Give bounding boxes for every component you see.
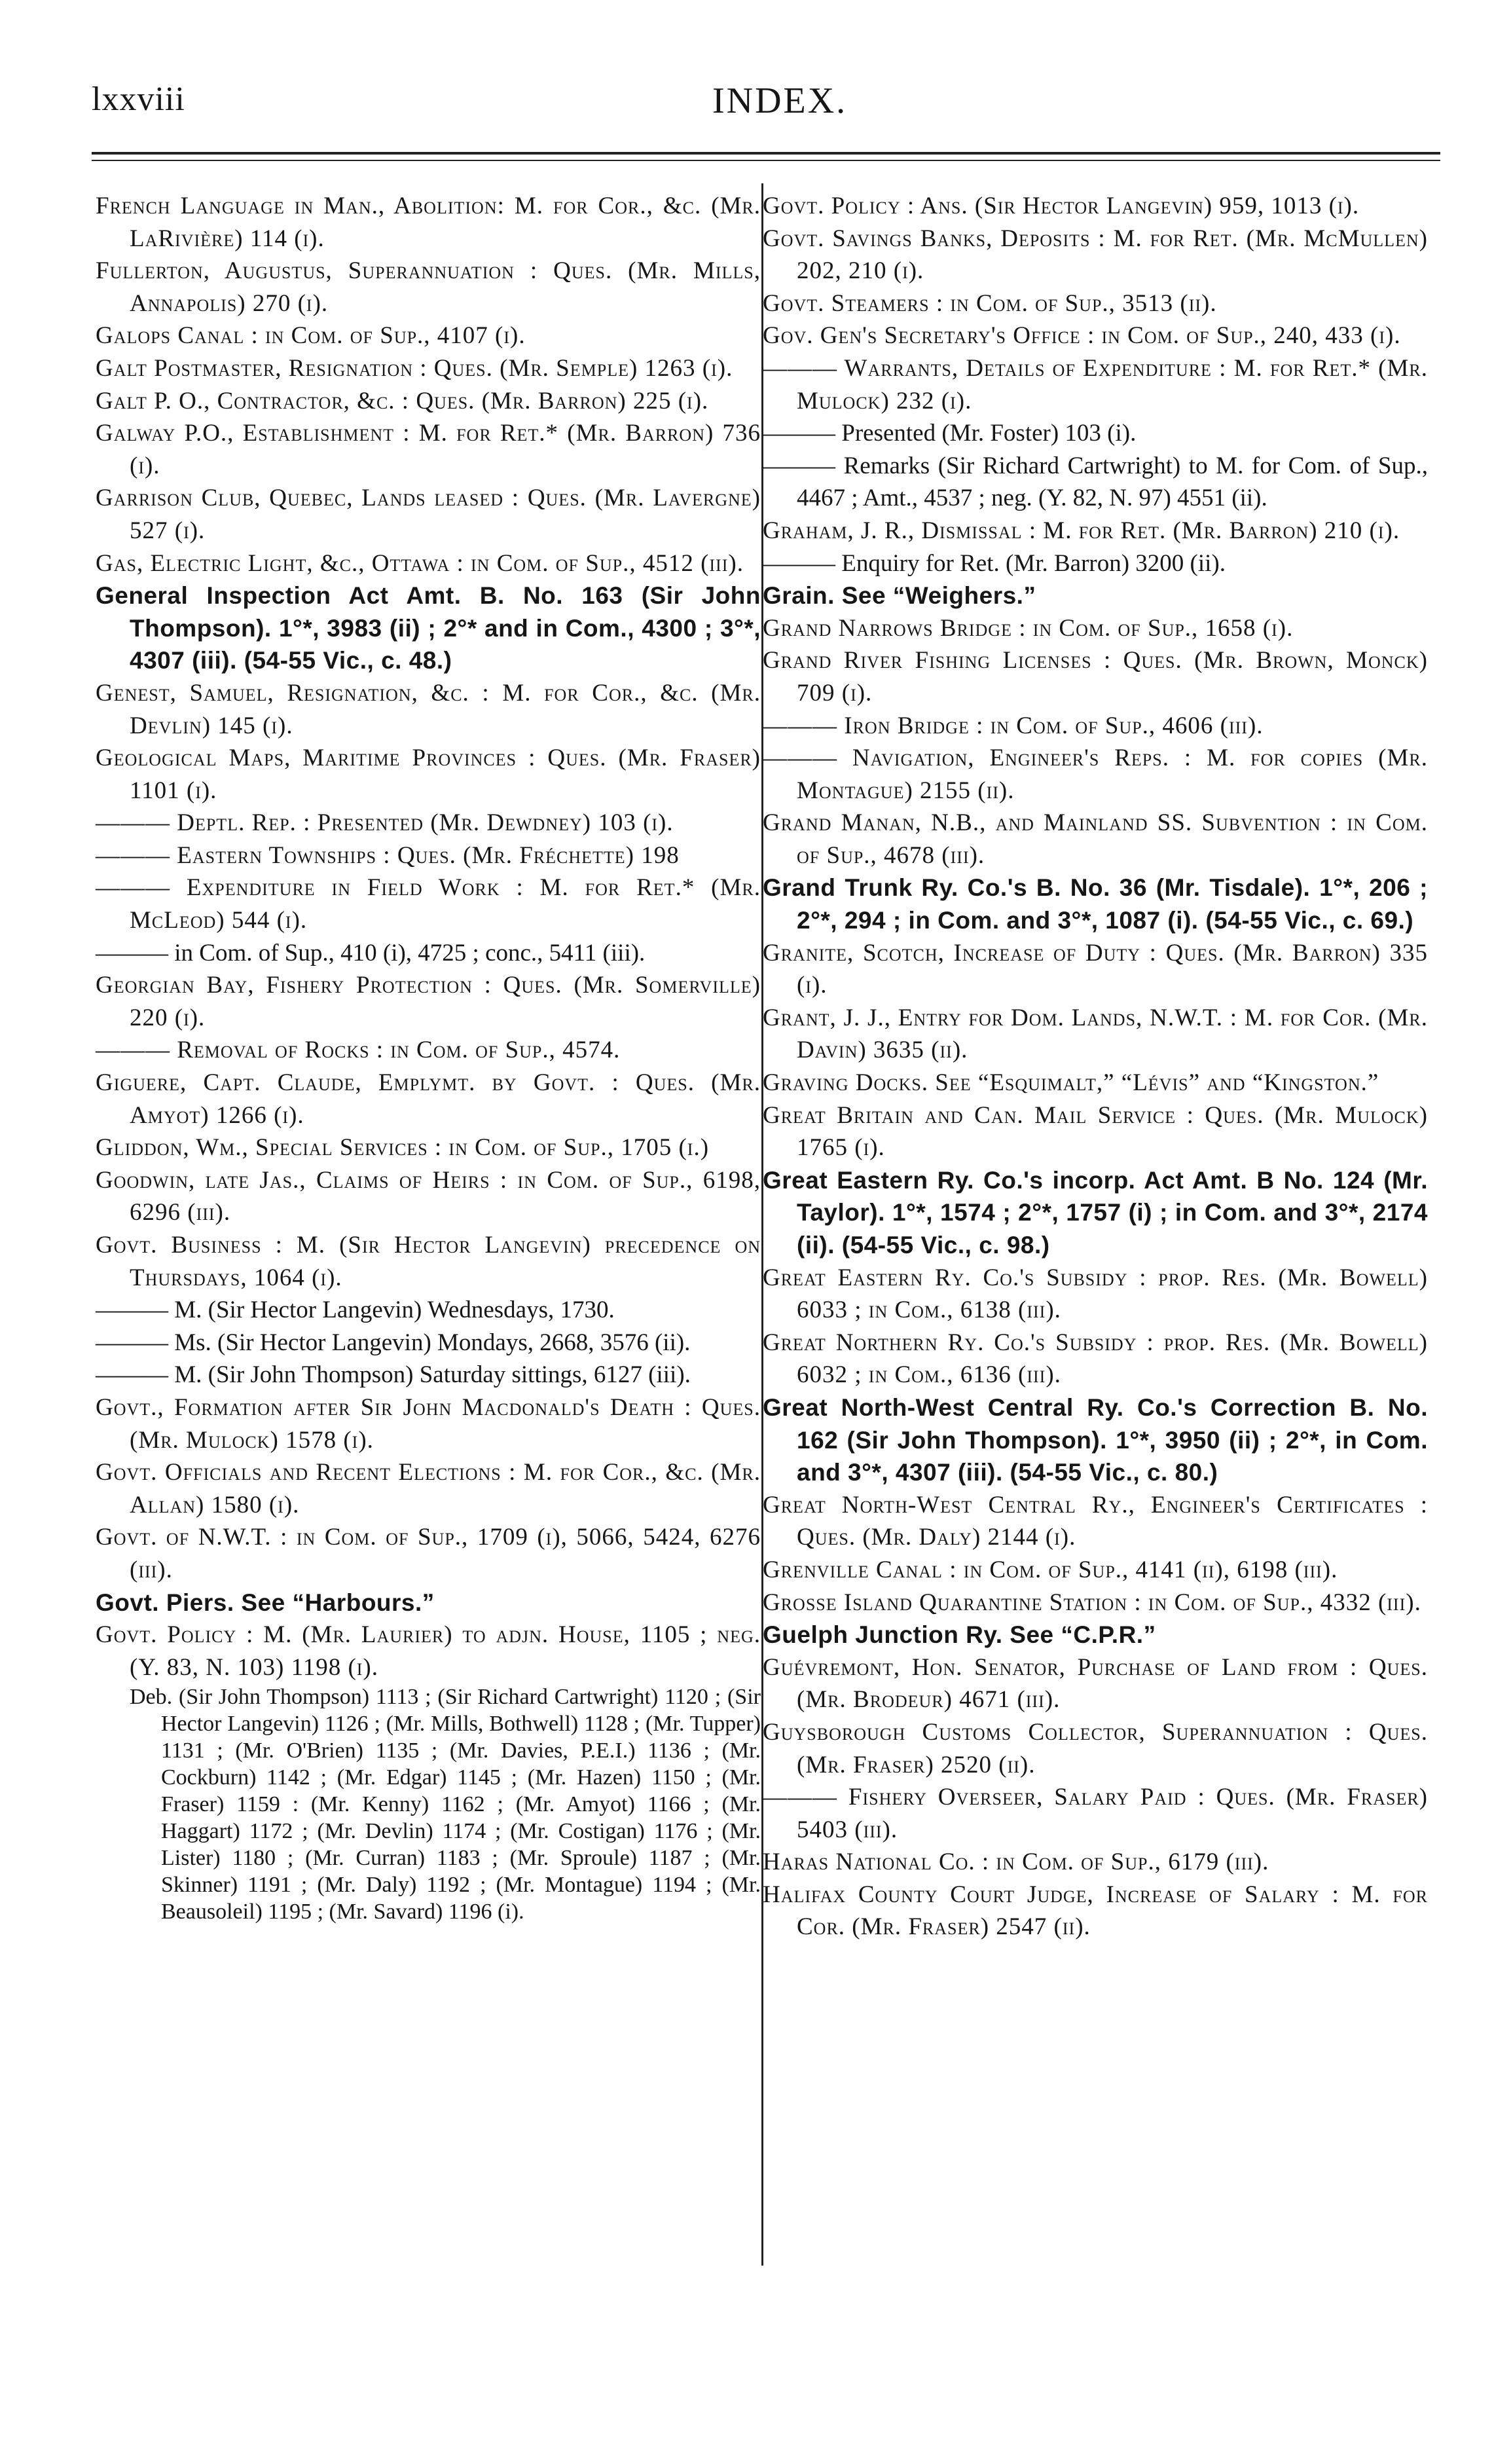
index-entry-bold: Grand Trunk Ry. Co.'s B. No. 36 (Mr. Tisdale). 1°*, 206 ; 2°*, 294 ; in Com. and 3°*, 1087 (i). (54-55 Vic., c. 69.) bbox=[763, 874, 1428, 934]
index-entry: Govt. Officials and Recent Elections : M. for Cor., &c. (Mr. Allan) 1580 (i). bbox=[96, 1459, 761, 1518]
index-entry: Govt. of N.W.T. : in Com. of Sup., 1709 (i), 5066, 5424, 6276 (iii). bbox=[96, 1524, 761, 1583]
index-entry-bold: General Inspection Act Amt. B. No. 163 (Sir John Thompson). 1°*, 3983 (ii) ; 2°* and in Com., 4300 ; 3°*, 4307 (iii). (54-55 Vic., c. 48.) bbox=[96, 582, 761, 674]
index-entry: Gas, Electric Light, &c., Ottawa : in Com. of Sup., 4512 (iii). bbox=[96, 549, 744, 577]
index-entry: Govt. Policy : Ans. (Sir Hector Langevin) 959, 1013 (i). bbox=[763, 193, 1360, 219]
index-entry: Georgian Bay, Fishery Protection : Ques. (Mr. Somerville) 220 (i). bbox=[96, 972, 761, 1031]
index-entry: Galops Canal : in Com. of Sup., 4107 (i). bbox=[96, 322, 526, 350]
index-column-right bbox=[763, 190, 1428, 1943]
index-subentry: ——— Deptl. Rep. : Presented (Mr. Dewdney) 103 (i). bbox=[96, 809, 674, 837]
index-entry: Giguere, Capt. Claude, Emplymt. by Govt. : Ques. (Mr. Amyot) 1266 (i). bbox=[96, 1069, 761, 1129]
index-entry: Graving Docks. See “Esquimalt,” “Lévis” and “Kingston.” bbox=[763, 1069, 1379, 1097]
index-entry: Galt Postmaster, Resignation : Ques. (Mr. Semple) 1263 (i). bbox=[96, 354, 733, 382]
index-entry: Govt. Steamers : in Com. of Sup., 3513 (ii). bbox=[763, 289, 1217, 317]
index-entry: Galway P.O., Establishment : M. for Ret.* (Mr. Barron) 736 (i). bbox=[96, 420, 761, 479]
index-entry: Grant, J. J., Entry for Dom. Lands, N.W.T. : M. for Cor. (Mr. Davin) 3635 (ii). bbox=[763, 1004, 1428, 1064]
index-entry: Goodwin, late Jas., Claims of Heirs : in Com. of Sup., 6198, 6296 (iii). bbox=[96, 1166, 761, 1226]
index-entry: Guysborough Customs Collector, Superannuation : Ques. (Mr. Fraser) 2520 (ii). bbox=[763, 1718, 1428, 1778]
index-subentry: ——— Navigation, Engineer's Reps. : M. for copies (Mr. Montague) 2155 (ii). bbox=[763, 745, 1428, 804]
page-title: INDEX. bbox=[712, 81, 848, 121]
index-entry: Govt. Policy : M. (Mr. Laurier) to adjn. House, 1105 ; neg. (Y. 83, N. 103) 1198 (i). bbox=[96, 1621, 761, 1681]
index-entry: Grand Narrows Bridge : in Com. of Sup., 1658 (i). bbox=[763, 614, 1294, 642]
index-entry: Great Northern Ry. Co.'s Subsidy : prop. Res. (Mr. Bowell) 6032 ; in Com., 6136 (iii). bbox=[763, 1329, 1428, 1389]
index-entry: French Language in Man., Abolition: M. for Cor., &c. (Mr. LaRivière) 114 (i). bbox=[96, 193, 761, 252]
index-entry: Grosse Island Quarantine Station : in Com. of Sup., 4332 (iii). bbox=[763, 1589, 1421, 1616]
index-entry: Grand Manan, N.B., and Mainland SS. Subvention : in Com. of Sup., 4678 (iii). bbox=[763, 809, 1428, 869]
index-entry: Guévremont, Hon. Senator, Purchase of Land from : Ques. (Mr. Brodeur) 4671 (iii). bbox=[763, 1653, 1428, 1714]
index-subentry: ——— Removal of Rocks : in Com. of Sup., 4574. bbox=[96, 1037, 621, 1064]
index-entry: Graham, J. R., Dismissal : M. for Ret. (Mr. Barron) 210 (i). bbox=[763, 517, 1400, 544]
index-entry: Grenville Canal : in Com. of Sup., 4141 (ii), 6198 (iii). bbox=[763, 1556, 1338, 1583]
index-entry: Halifax County Court Judge, Increase of Salary : M. for Cor. (Mr. Fraser) 2547 (ii). bbox=[763, 1881, 1428, 1941]
index-subentry: ——— Remarks (Sir Richard Cartwright) to M. for Com. of Sup., 4467 ; Amt., 4537 ; neg. (Y. 82, N. 97) 4551 (ii). bbox=[763, 452, 1428, 512]
index-entry-bold: Great Eastern Ry. Co.'s incorp. Act Amt. B No. 124 (Mr. Taylor). 1°*, 1574 ; 2°*, 1757 (i) ; in Com. and 3°*, 2174 (ii). (54-55 Vic., c. 98.) bbox=[763, 1166, 1428, 1259]
index-entry: Fullerton, Augustus, Superannuation : Ques. (Mr. Mills, Annapolis) 270 (i). bbox=[96, 257, 761, 317]
index-entry: Great Eastern Ry. Co.'s Subsidy : prop. Res. (Mr. Bowell) 6033 ; in Com., 6138 (iii). bbox=[763, 1264, 1428, 1324]
index-entry: Garrison Club, Quebec, Lands leased : Ques. (Mr. Lavergne) 527 (i). bbox=[96, 485, 761, 544]
index-entry: Geological Maps, Maritime Provinces : Ques. (Mr. Fraser) 1101 (i). bbox=[96, 745, 761, 804]
index-entry-bold: Guelph Junction Ry. See “C.P.R.” bbox=[763, 1621, 1156, 1649]
index-entry: Govt., Formation after Sir John Macdonald's Death : Ques. (Mr. Mulock) 1578 (i). bbox=[96, 1393, 761, 1454]
index-entry: Galt P. O., Contractor, &c. : Ques. (Mr. Barron) 225 (i). bbox=[96, 387, 709, 414]
index-subentry: ——— Eastern Townships : Ques. (Mr. Fréchette) 198 bbox=[96, 841, 680, 869]
index-subentry: ——— Expenditure in Field Work : M. for Ret.* (Mr. McLeod) 544 (i). bbox=[96, 874, 761, 934]
index-subentry: ——— Presented (Mr. Foster) 103 (i). bbox=[763, 420, 1137, 447]
index-subentry: ——— in Com. of Sup., 410 (i), 4725 ; conc., 5411 (iii). bbox=[96, 939, 646, 966]
index-subentry: ——— M. (Sir John Thompson) Saturday sittings, 6127 (iii). bbox=[96, 1361, 691, 1389]
index-subentry: ——— Warrants, Details of Expenditure : M. for Ret.* (Mr. Mulock) 232 (i). bbox=[763, 354, 1428, 414]
index-entry: Great North-West Central Ry., Engineer's Certificates : Ques. (Mr. Daly) 2144 (i). bbox=[763, 1491, 1428, 1551]
index-subentry: ——— M. (Sir Hector Langevin) Wednesdays, 1730. bbox=[96, 1296, 615, 1324]
index-entry: Great Britain and Can. Mail Service : Ques. (Mr. Mulock) 1765 (i). bbox=[763, 1101, 1428, 1162]
index-entry-bold: Great North-West Central Ry. Co.'s Correction B. No. 162 (Sir John Thompson). 1°*, 3950 (ii) ; 2°*, in Com. and 3°*, 4307 (iii). (54-55 Vic., c. 80.) bbox=[763, 1393, 1428, 1486]
index-entry: Grand River Fishing Licenses : Ques. (Mr. Brown, Monck) 709 (i). bbox=[763, 647, 1428, 707]
index-entry: Gliddon, Wm., Special Services : in Com. of Sup., 1705 (i.) bbox=[96, 1134, 710, 1162]
index-entry: Gov. Gen's Secretary's Office : in Com. of Sup., 240, 433 (i). bbox=[763, 322, 1401, 350]
index-entry-bold: Govt. Piers. See “Harbours.” bbox=[96, 1589, 435, 1616]
header-rule-thin bbox=[92, 160, 1440, 161]
page-number: lxxviii bbox=[92, 81, 185, 118]
index-entry: Genest, Samuel, Resignation, &c. : M. for Cor., &c. (Mr. Devlin) 145 (i). bbox=[96, 679, 761, 739]
index-entry: Govt. Business : M. (Sir Hector Langevin) precedence on Thursdays, 1064 (i). bbox=[96, 1232, 761, 1291]
index-entry-bold: Grain. See “Weighers.” bbox=[763, 582, 1036, 610]
header-rule-thick bbox=[92, 152, 1440, 155]
index-entry: Granite, Scotch, Increase of Duty : Ques. (Mr. Barron) 335 (i). bbox=[763, 939, 1428, 999]
debate-list: Deb. (Sir John Thompson) 1113 ; (Sir Richard Cartwright) 1120 ; (Sir Hector Langevin) 1126 ; (Mr. Mills, Bothwell) 1128 ; (Mr. Tupper) 1131 ; (Mr. O'Brien) 1135 ; (Mr. Davies, P.E.I.) 1136 ; (Mr. Cockburn) 1142 ; (Mr. Edgar) 1145 ; (Mr. Hazen) 1150 ; (Mr. Fraser) 1159 : (Mr. Kenny) 1162 ; (Mr. Amyot) 1166 ; (Mr. Haggart) 1172 ; (Mr. Devlin) 1174 ; (Mr. Costigan) 1176 ; (Mr. Lister) 1180 ; (Mr. Curran) 1183 ; (Mr. Sproule) 1187 ; (Mr. Skinner) 1191 ; (Mr. Daly) 1192 ; (Mr. Montague) 1194 ; (Mr. Beausoleil) 1195 ; (Mr. Savard) 1196 (i). bbox=[130, 1685, 761, 1924]
index-subentry: ——— Iron Bridge : in Com. of Sup., 4606 (iii). bbox=[763, 712, 1264, 739]
index-column-left bbox=[96, 190, 761, 1925]
index-subentry: ——— Enquiry for Ret. (Mr. Barron) 3200 (ii). bbox=[763, 549, 1226, 577]
index-entry: Govt. Savings Banks, Deposits : M. for Ret. (Mr. McMullen) 202, 210 (i). bbox=[763, 225, 1428, 285]
index-entry: Haras National Co. : in Com. of Sup., 6179 (iii). bbox=[763, 1848, 1269, 1876]
index-subentry: ——— Fishery Overseer, Salary Paid : Ques. (Mr. Fraser) 5403 (iii). bbox=[763, 1784, 1428, 1843]
index-subentry: ——— Ms. (Sir Hector Langevin) Mondays, 2668, 3576 (ii). bbox=[96, 1329, 691, 1356]
